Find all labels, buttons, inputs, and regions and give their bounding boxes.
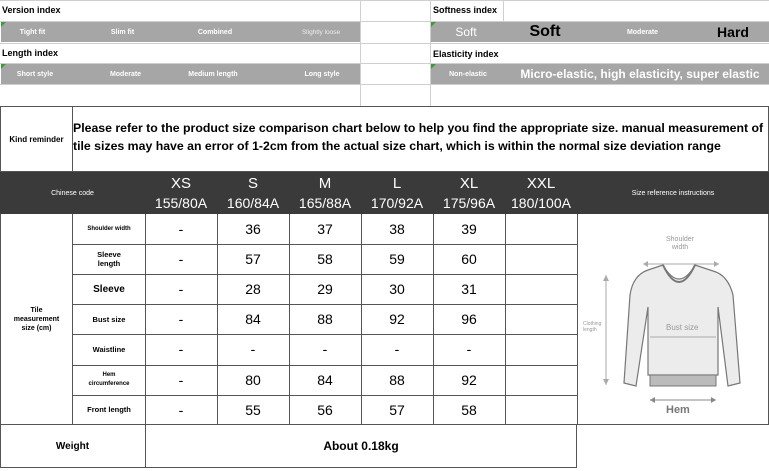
length-arrow-top-head <box>603 275 609 281</box>
version-option-slim: Slim fit <box>110 28 135 36</box>
size-value-cell: 88 <box>389 371 405 388</box>
row-label: Sleeve length <box>97 250 121 269</box>
size-value-cell: 84 <box>245 311 261 328</box>
weight-label: Weight <box>55 440 90 452</box>
length-option-medium: Medium length <box>188 70 238 78</box>
elasticity-green-marker <box>431 64 436 69</box>
size-value-cell: - <box>178 251 184 268</box>
size-value-cell: 92 <box>461 371 477 388</box>
size-value-cell: 88 <box>317 311 333 328</box>
size-code: 175/96A <box>442 195 496 211</box>
softness-option-hard: Hard <box>717 24 749 40</box>
size-value-cell: - <box>178 401 184 418</box>
elasticity-option-range: Micro-elastic, high elasticity, super elastic <box>520 67 760 81</box>
size-letter: XXL <box>526 174 556 192</box>
group-label: Tile measurement size (cm) <box>13 307 60 332</box>
softness-option-moderate: Moderate <box>626 28 659 36</box>
size-code: 165/88A <box>298 195 352 211</box>
column-divider <box>289 214 290 425</box>
size-code: 160/84A <box>226 195 280 211</box>
size-value-cell: - <box>322 341 328 358</box>
column-divider <box>361 214 362 425</box>
size-value-cell <box>505 244 577 274</box>
size-value-cell <box>505 365 577 395</box>
diagram-bust-label: Bust size <box>666 323 699 332</box>
size-value-cell: 80 <box>245 371 261 388</box>
reminder-text: Please refer to the product size comparison chart below to help you find the appropriate size. manual measurement of tile sizes may have an error of 1-2cm from the actual size chart, which is within the normal size deviation range <box>73 121 764 153</box>
diagram-shoulder-label: Shoulder width <box>665 236 695 251</box>
size-value-cell <box>505 395 577 425</box>
row-label: Hem circumference <box>88 371 130 387</box>
size-letter: L <box>392 174 402 192</box>
size-value-cell: 57 <box>389 401 405 418</box>
size-value-cell <box>505 334 577 364</box>
elasticity-index-title: Elasticity index <box>433 49 499 59</box>
size-value-cell: 28 <box>245 281 261 298</box>
diagram-hem-label: Hem <box>666 404 690 416</box>
size-value-cell: 30 <box>389 281 405 298</box>
version-option-loose: Slightly loose <box>301 28 341 36</box>
size-value-cell: 92 <box>389 311 405 328</box>
size-value-cell: - <box>178 371 184 388</box>
size-value-cell: 58 <box>461 401 477 418</box>
version-option-combined: Combined <box>197 28 233 36</box>
size-value-cell: 96 <box>461 311 477 328</box>
size-instructions-label: Size reference instructions <box>631 189 715 197</box>
row-label: Sleeve <box>93 283 125 295</box>
size-letter: XL <box>459 174 479 192</box>
column-divider <box>505 214 506 425</box>
shoulder-arrow-right-head <box>714 261 719 267</box>
version-index-title: Version index <box>2 5 61 15</box>
length-option-moderate: Moderate <box>109 70 142 78</box>
size-value-cell: 37 <box>317 221 333 238</box>
size-code: 180/100A <box>511 195 571 211</box>
length-option-short: Short style <box>16 70 54 78</box>
row-label: Waistline <box>92 344 126 354</box>
length-index-title: Length index <box>2 48 58 58</box>
row-label: Bust size <box>92 314 126 324</box>
size-code: 170/92A <box>370 195 424 211</box>
size-value-cell: 56 <box>317 401 333 418</box>
diagram-clothing-label: Clothing length <box>583 321 602 333</box>
size-letter: S <box>247 174 258 192</box>
size-value-cell: - <box>466 341 472 358</box>
reminder-label: Kind reminder <box>9 134 64 144</box>
size-value-cell: 39 <box>461 221 477 238</box>
size-value-cell: 84 <box>317 371 333 388</box>
size-value-cell: 55 <box>245 401 261 418</box>
size-value-cell: 58 <box>317 251 333 268</box>
shoulder-arrow-left-head <box>643 261 648 267</box>
size-value-cell: - <box>178 311 184 328</box>
column-divider <box>433 214 434 425</box>
size-value-cell <box>505 214 577 244</box>
size-value-cell: 29 <box>317 281 333 298</box>
chinese-code-label: Chinese code <box>51 189 94 197</box>
size-value-cell: - <box>394 341 400 358</box>
length-arrow-bottom-head <box>603 379 609 385</box>
size-letter: M <box>318 174 332 192</box>
elasticity-option-none: Non-elastic <box>449 70 487 78</box>
size-value-cell: 59 <box>389 251 405 268</box>
column-divider <box>145 214 146 425</box>
hem-band <box>650 375 716 386</box>
softness-option-soft: Soft <box>455 25 477 39</box>
size-value-cell: 60 <box>461 251 477 268</box>
length-option-long: Long style <box>304 70 340 78</box>
size-value-cell: - <box>250 341 256 358</box>
sweater-diagram <box>578 215 768 424</box>
row-label: Front length <box>87 405 131 415</box>
version-option-tight: Tight fit <box>19 28 46 36</box>
column-divider <box>217 214 218 425</box>
hem-arrow-right-head <box>711 397 716 403</box>
size-value-cell: 38 <box>389 221 405 238</box>
softness-option-soft-selected: Soft <box>529 23 561 40</box>
softness-index-title: Softness index <box>433 5 498 15</box>
size-value-cell: 31 <box>461 281 477 298</box>
size-value-cell: - <box>178 341 184 358</box>
size-code: 155/80A <box>154 195 208 211</box>
size-value-cell: - <box>178 281 184 298</box>
size-value-cell: - <box>178 221 184 238</box>
weight-value: About 0.18kg <box>323 439 399 453</box>
hem-arrow-left-head <box>650 397 655 403</box>
size-value-cell: 36 <box>245 221 261 238</box>
size-value-cell <box>505 274 577 304</box>
size-letter: XS <box>170 174 191 192</box>
row-label: Shoulder width <box>87 225 131 232</box>
size-value-cell <box>505 304 577 334</box>
size-value-cell: 57 <box>245 251 261 268</box>
